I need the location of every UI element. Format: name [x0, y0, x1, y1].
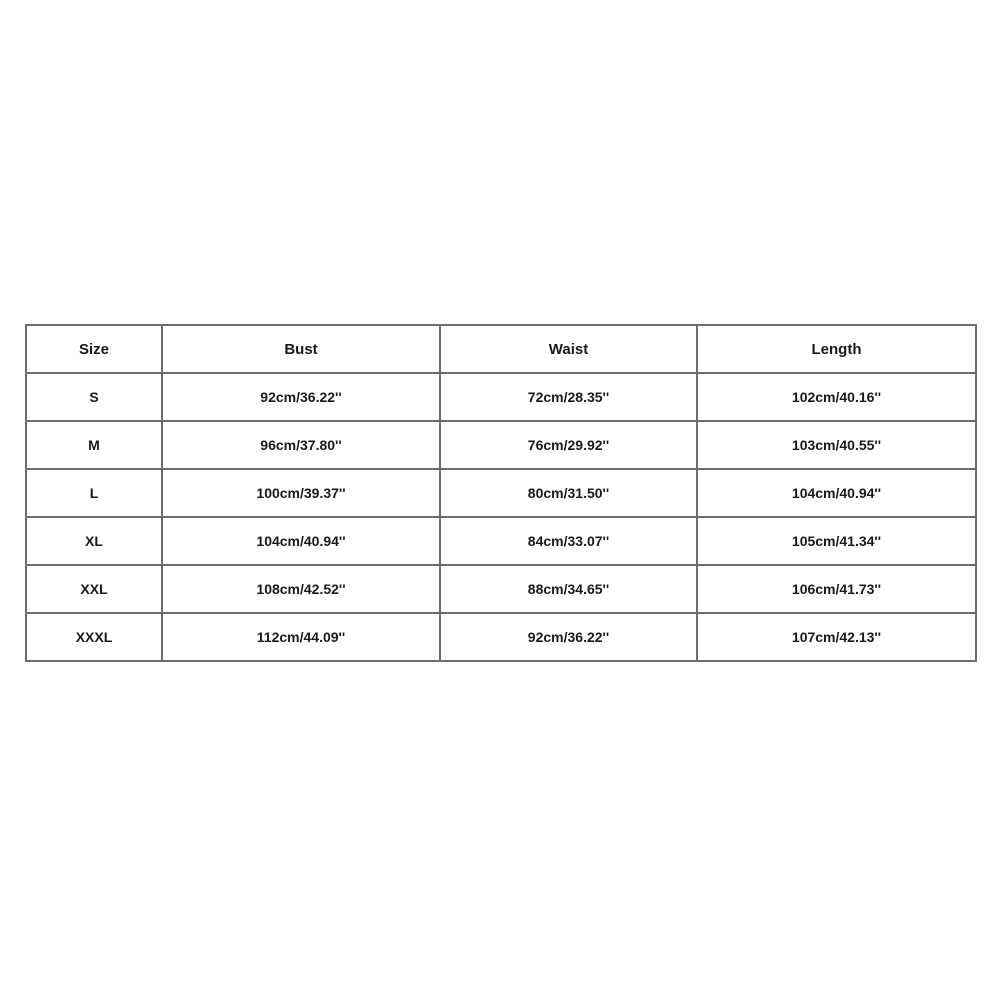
- cell-waist: 92cm/36.22'': [440, 613, 697, 661]
- cell-length: 105cm/41.34'': [697, 517, 976, 565]
- cell-length: 103cm/40.55'': [697, 421, 976, 469]
- cell-waist: 76cm/29.92'': [440, 421, 697, 469]
- table-row: [26, 421, 976, 469]
- header-size: Size: [26, 325, 162, 373]
- table-header: [26, 325, 976, 373]
- cell-waist: 72cm/28.35'': [440, 373, 697, 421]
- cell-bust: 96cm/37.80'': [162, 421, 440, 469]
- cell-size: S: [26, 373, 162, 421]
- header-row: [26, 325, 976, 373]
- header-waist: Waist: [440, 325, 697, 373]
- cell-length: 107cm/42.13'': [697, 613, 976, 661]
- cell-bust: 100cm/39.37'': [162, 469, 440, 517]
- cell-size: XXL: [26, 565, 162, 613]
- cell-length: 104cm/40.94'': [697, 469, 976, 517]
- header-length: Length: [697, 325, 976, 373]
- cell-waist: 84cm/33.07'': [440, 517, 697, 565]
- header-bust: Bust: [162, 325, 440, 373]
- cell-bust: 108cm/42.52'': [162, 565, 440, 613]
- table-row: [26, 469, 976, 517]
- cell-length: 102cm/40.16'': [697, 373, 976, 421]
- table-row: [26, 517, 976, 565]
- table-row: [26, 373, 976, 421]
- size-chart-table: [25, 324, 977, 662]
- table-row: [26, 613, 976, 661]
- cell-bust: 92cm/36.22'': [162, 373, 440, 421]
- cell-size: XXXL: [26, 613, 162, 661]
- cell-size: M: [26, 421, 162, 469]
- cell-length: 106cm/41.73'': [697, 565, 976, 613]
- cell-bust: 104cm/40.94'': [162, 517, 440, 565]
- table-body: [26, 373, 976, 661]
- cell-size: L: [26, 469, 162, 517]
- cell-bust: 112cm/44.09'': [162, 613, 440, 661]
- table-row: [26, 565, 976, 613]
- cell-waist: 88cm/34.65'': [440, 565, 697, 613]
- cell-waist: 80cm/31.50'': [440, 469, 697, 517]
- cell-size: XL: [26, 517, 162, 565]
